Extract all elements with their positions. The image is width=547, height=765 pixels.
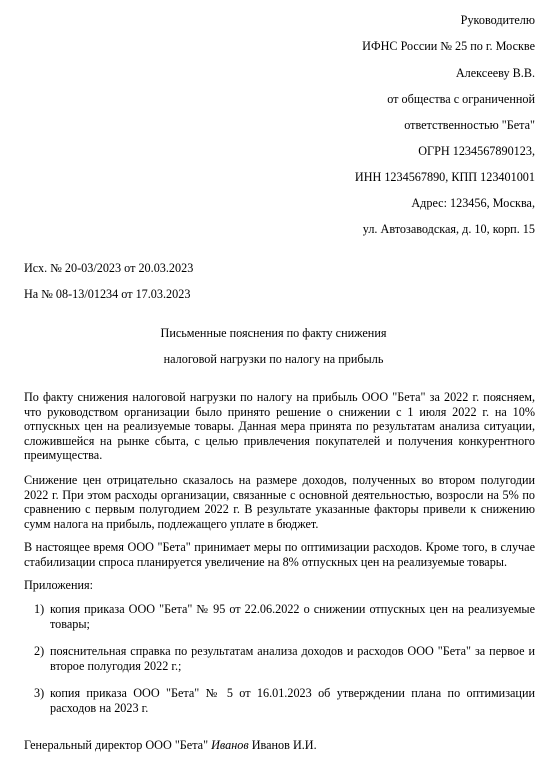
addressee-line: Алексееву В.В. <box>455 66 535 80</box>
signature-line <box>24 738 317 752</box>
addressee-line: ответственностью "Бета" <box>404 118 535 132</box>
body-paragraph: В настоящее время ООО "Бета" принимает меры по оптимизации расходов. Кроме того, в случае стабилизации спроса планируется увеличение на 8% отпускных цен на реализуемые товары. <box>24 540 535 569</box>
addressee-line: ИФНС России № 25 по г. Москве <box>362 39 535 53</box>
addressee-line: от общества с ограниченной <box>387 92 535 106</box>
appendices-title: Приложения: <box>24 578 93 592</box>
signer-name: Иванов И.И. <box>251 738 317 752</box>
handwritten-signature: Иванов <box>211 738 249 752</box>
addressee-line: ОГРН 1234567890123, <box>418 144 535 158</box>
appendix-text: копия приказа ООО "Бета" № 5 от 16.01.2023 об утверждении плана по оптимизации расходов на 2023 г. <box>50 686 535 715</box>
appendix-text: копия приказа ООО "Бета" № 95 от 22.06.2022 о снижении отпускных цен на реализуемые товары; <box>50 602 535 631</box>
appendix-number: 3) <box>34 686 45 700</box>
document-title-line-2: налоговой нагрузки по налогу на прибыль <box>163 352 384 366</box>
signer-position: Генеральный директор ООО "Бета" <box>24 738 209 752</box>
appendix-item <box>34 602 535 631</box>
addressee-line: ИНН 1234567890, КПП 123401001 <box>354 170 535 184</box>
addressee-line: Адрес: 123456, Москва, <box>411 196 535 210</box>
addressee-line: Руководителю <box>460 13 535 27</box>
document-title-line-1: Письменные пояснения по факту снижения <box>160 326 387 340</box>
body-paragraph: Снижение цен отрицательно сказалось на размере доходов, полученных во втором полугодии 2022 г. При этом расходы организации, связанные с основной деятельностью, возросли на 5% по сравнению с первым полугодием 2022 г. В результате указанные факторы привели к снижению сумм налога на прибыль, подлежащего уплате в бюджет. <box>24 473 535 531</box>
appendix-number: 2) <box>34 644 45 658</box>
addressee-line: ул. Автозаводская, д. 10, корп. 15 <box>362 222 535 236</box>
appendix-item <box>34 686 535 715</box>
appendix-text: пояснительная справка по результатам анализа доходов и расходов ООО "Бета" за первое и второе полугодия 2022 г.; <box>50 644 535 673</box>
outgoing-reference: Исх. № 20-03/2023 от 20.03.2023 <box>24 261 194 275</box>
incoming-reference: На № 08-13/01234 от 17.03.2023 <box>24 287 191 301</box>
appendix-number: 1) <box>34 602 45 616</box>
appendix-item <box>34 644 535 673</box>
body-paragraph: По факту снижения налоговой нагрузки по налогу на прибыль ООО "Бета" за 2022 г. поясняем, что руководством организации было принято решение о снижении с 1 июля 2022 г. на 10% отпускных цен на реализуемые товары. Данная мера принята по результатам анализа ситуации, сложившейся на рынке сбыта, с целью привлечения покупателей и получения конкурентного преимущества. <box>24 390 535 463</box>
